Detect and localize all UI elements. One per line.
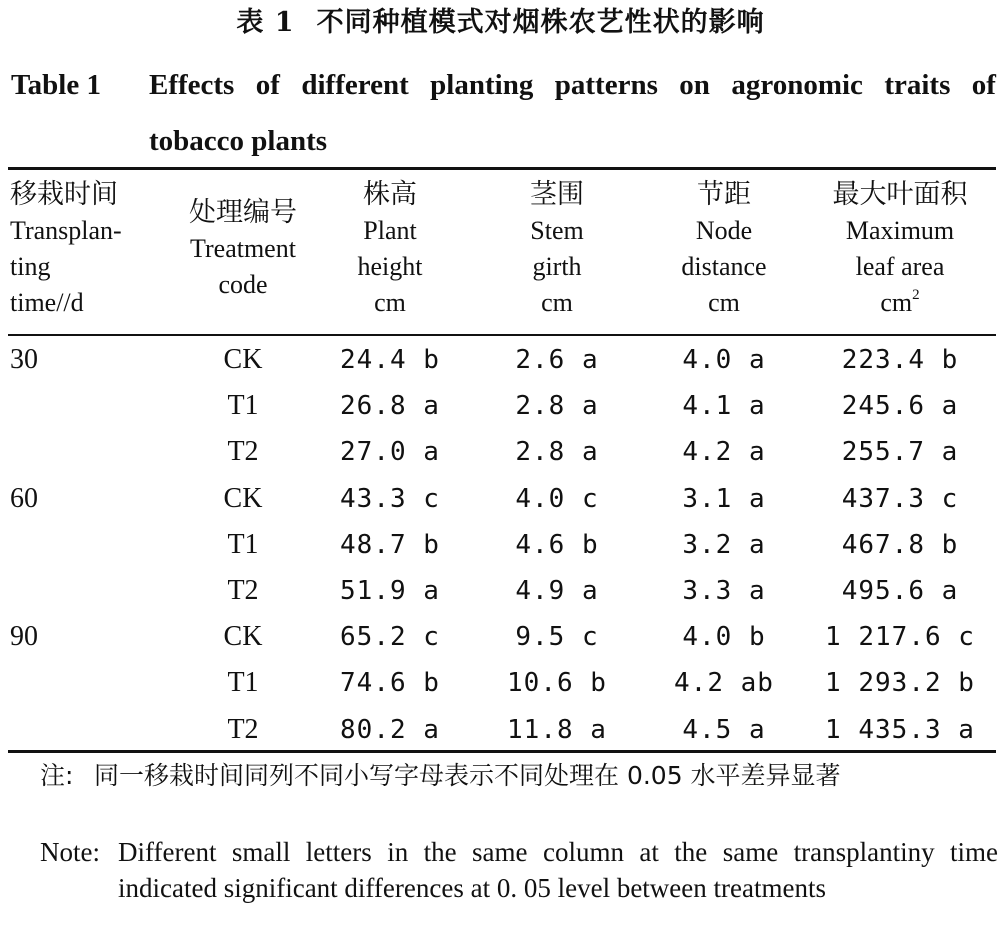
cell-stem-girth: 2.8 a	[515, 437, 599, 468]
table-row	[0, 660, 1001, 706]
header-max-leaf-area: 最大叶面积 Maximum leaf area $cm^2$	[832, 179, 968, 317]
cell-max-leaf-area: 495.6 a	[841, 575, 959, 606]
cell-plant-height: 26.8 a	[340, 391, 440, 422]
table-row	[0, 614, 1001, 660]
table-caption-en-line1: Effects of different planting patterns on agronomic traits of	[149, 69, 996, 101]
table-label-en: Table 1	[11, 69, 101, 101]
cell-max-leaf-area: 437.3 c	[841, 483, 959, 514]
table-row	[0, 476, 1001, 522]
cell-node-distance: 4.1 a	[682, 391, 766, 422]
cell-plant-height: 80.2 a	[340, 714, 440, 745]
cell-treatment-code: T2	[227, 574, 259, 606]
cell-max-leaf-area: 223.4 b	[841, 345, 959, 375]
table-row	[0, 568, 1001, 614]
cell-treatment-code: CK	[223, 482, 263, 514]
header-rule	[8, 334, 996, 336]
note-cn: 注: 同一移栽时间同列不同小写字母表示不同处理在 0.05 水平差异显著	[40, 761, 841, 790]
cell-node-distance: 4.0 a	[682, 345, 766, 375]
table-caption-cn: 不同种植模式对烟株农艺性状的影响	[316, 7, 765, 38]
cell-stem-girth: 9.5 c	[515, 622, 599, 653]
cell-node-distance: 3.1 a	[682, 483, 766, 514]
cell-stem-girth: 4.0 c	[515, 483, 599, 514]
table-row	[0, 429, 1001, 475]
cell-treatment-code: T2	[227, 713, 259, 745]
cell-stem-girth: 10.6 b	[507, 668, 607, 699]
table-title-en	[11, 57, 996, 169]
cell-max-leaf-area: 245.6 a	[841, 391, 959, 422]
cell-node-distance: 4.2 a	[682, 437, 766, 468]
table-body	[0, 337, 1001, 753]
table-title-cn	[0, 4, 1001, 42]
cell-transplanting-time: 90	[10, 621, 38, 653]
cell-max-leaf-area: 255.7 a	[841, 437, 959, 468]
header-treatment-code: 处理编号 Treatment code	[189, 197, 297, 299]
table-row	[0, 522, 1001, 568]
cell-treatment-code: T1	[227, 667, 259, 699]
cell-stem-girth: 11.8 a	[507, 714, 607, 745]
cell-max-leaf-area: 1 293.2 b	[825, 668, 975, 699]
cell-treatment-code: CK	[223, 621, 263, 653]
table-row	[0, 337, 1001, 383]
cell-treatment-code: T2	[227, 436, 259, 468]
cell-treatment-code: CK	[223, 344, 263, 375]
bottom-rule	[8, 750, 996, 753]
cell-max-leaf-area: 1 217.6 c	[825, 622, 975, 653]
note-en: Note: Different small letters in the same column at the same transplantiny time indicated significant differences at 0. 05 level between treatments	[40, 837, 998, 903]
table-caption-en-line2: tobacco plants	[149, 125, 328, 157]
cell-stem-girth: 4.6 b	[515, 529, 599, 560]
table-row	[0, 707, 1001, 753]
cell-stem-girth: 2.8 a	[515, 391, 599, 422]
cell-plant-height: 51.9 a	[340, 575, 440, 606]
cell-treatment-code: T1	[227, 390, 259, 422]
cell-node-distance: 3.3 a	[682, 575, 766, 606]
cell-max-leaf-area: 1 435.3 a	[825, 714, 975, 745]
header-plant-height: 株高 Plant height cm	[357, 179, 423, 317]
cell-stem-girth: 4.9 a	[515, 575, 599, 606]
cell-transplanting-time: 30	[10, 344, 38, 375]
cell-plant-height: 74.6 b	[340, 668, 440, 699]
cell-plant-height: 48.7 b	[340, 529, 440, 560]
header-transplanting-time: 移栽时间 Transplan- ting time//d	[10, 179, 122, 317]
cell-node-distance: 4.0 b	[682, 622, 766, 653]
cell-node-distance: 4.2 ab	[674, 668, 774, 699]
cell-treatment-code: T1	[227, 528, 259, 560]
cell-transplanting-time: 60	[10, 482, 38, 514]
header-stem-girth: 茎围 Stem girth cm	[530, 179, 584, 317]
cell-max-leaf-area: 467.8 b	[841, 529, 959, 560]
cell-plant-height: 43.3 c	[340, 483, 440, 514]
header-node-distance: 节距 Node distance cm	[681, 179, 767, 317]
cell-plant-height: 27.0 a	[340, 437, 440, 468]
table-row	[0, 383, 1001, 429]
top-rule	[8, 167, 996, 170]
cell-stem-girth: 2.6 a	[515, 345, 599, 375]
table-label-cn: 表 1	[236, 7, 295, 38]
cell-node-distance: 4.5 a	[682, 714, 766, 745]
cell-plant-height: 24.4 b	[340, 345, 440, 375]
cell-node-distance: 3.2 a	[682, 529, 766, 560]
cell-plant-height: 65.2 c	[340, 622, 440, 653]
